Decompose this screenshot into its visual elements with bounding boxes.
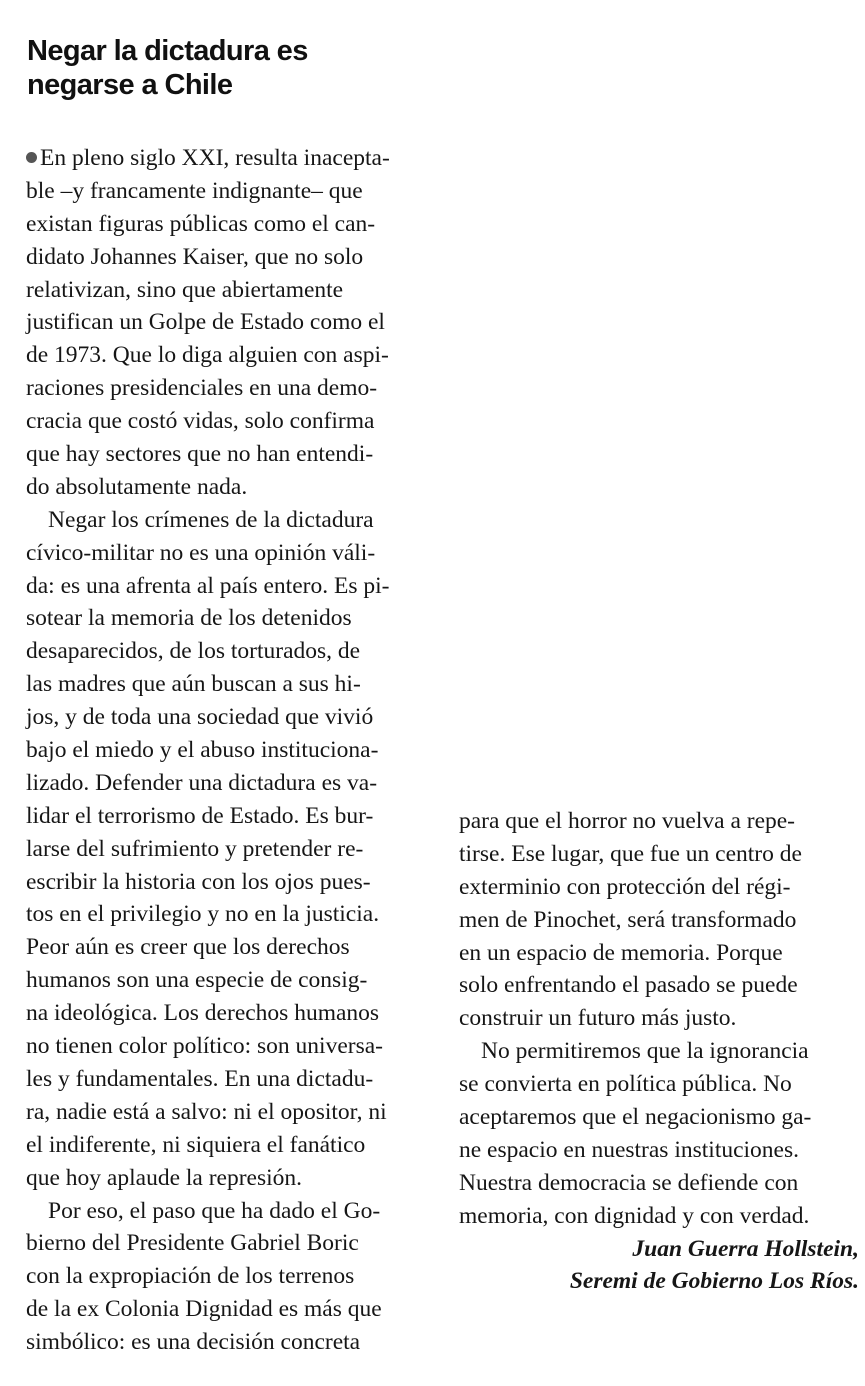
left-line-text: Negar los crímenes de la dictadura bbox=[48, 506, 374, 533]
line-fit-wrapper bbox=[26, 668, 361, 701]
right-line-text: Nuestra democracia se defiende con bbox=[459, 1169, 799, 1196]
line-fit-wrapper bbox=[26, 175, 363, 208]
left-line-text: En pleno siglo XXI, resulta inacepta- bbox=[40, 145, 390, 171]
left-line-text: didato Johannes Kaiser, que no solo bbox=[26, 243, 364, 270]
line-fit-wrapper bbox=[26, 1030, 383, 1063]
left-line bbox=[26, 274, 424, 307]
right-line-text: exterminio con protección del régi- bbox=[459, 873, 791, 900]
left-line bbox=[26, 800, 424, 833]
left-line-text: bierno del Presidente Gabriel Boric bbox=[26, 1230, 359, 1257]
line-fit-wrapper bbox=[459, 1167, 798, 1200]
left-line bbox=[26, 668, 424, 701]
right-line bbox=[459, 805, 859, 838]
left-line bbox=[26, 964, 424, 997]
left-line-text: na ideológica. Los derechos humanos bbox=[26, 1000, 380, 1027]
line-fit-wrapper bbox=[26, 997, 379, 1030]
left-line-text: da: es una afrenta al país entero. Es pi- bbox=[26, 572, 390, 599]
line-fit-wrapper bbox=[26, 438, 373, 471]
line-fit-wrapper bbox=[26, 208, 375, 241]
line-fit-wrapper bbox=[26, 800, 373, 833]
right-line-text: ne espacio en nuestras instituciones. bbox=[459, 1136, 800, 1163]
headline-line-2: negarse a Chile bbox=[27, 69, 233, 101]
left-line-text: larse del sufrimiento y pretender re- bbox=[26, 835, 364, 862]
line-fit-wrapper bbox=[26, 635, 360, 668]
right-line-text: en un espacio de memoria. Porque bbox=[459, 939, 783, 966]
line-fit-wrapper bbox=[459, 969, 798, 1002]
right-column-body bbox=[459, 805, 859, 1233]
article-column-left bbox=[26, 142, 424, 1359]
line-fit-wrapper bbox=[459, 937, 783, 970]
line-fit-wrapper bbox=[459, 1068, 792, 1101]
left-line-text: de 1973. Que lo diga alguien con aspi- bbox=[26, 342, 389, 369]
left-line-text: existan figuras públicas como el can- bbox=[26, 210, 376, 237]
left-line-text: sotear la memoria de los detenidos bbox=[26, 605, 352, 632]
line-fit-wrapper bbox=[459, 1002, 736, 1035]
left-line-text: relativizan, sino que abiertamente bbox=[26, 276, 344, 303]
left-line-text: raciones presidenciales en una demo- bbox=[26, 375, 378, 402]
right-line bbox=[459, 1002, 859, 1035]
left-line-text: cracia que costó vidas, solo confirma bbox=[26, 408, 375, 435]
left-line-text: simbólico: es una decisión concreta bbox=[26, 1329, 361, 1356]
right-line-text: aceptaremos que el negacionismo ga- bbox=[459, 1104, 812, 1131]
left-line bbox=[26, 306, 424, 339]
left-line-text: de la ex Colonia Dignidad es más que bbox=[26, 1296, 382, 1323]
line-fit-wrapper bbox=[459, 1200, 809, 1233]
left-line bbox=[26, 701, 424, 734]
left-line-text: humanos son una especie de consig- bbox=[26, 967, 368, 994]
left-line bbox=[26, 931, 424, 964]
left-line bbox=[26, 997, 424, 1030]
left-line-text: que hoy aplaude la represión. bbox=[26, 1164, 303, 1191]
left-line bbox=[26, 142, 424, 175]
line-fit-wrapper bbox=[26, 570, 389, 603]
left-line bbox=[26, 405, 424, 438]
left-line bbox=[26, 602, 424, 635]
article-headline bbox=[27, 34, 447, 102]
left-line-text: les y fundamentales. En una dictadu- bbox=[26, 1065, 374, 1092]
left-line bbox=[26, 1326, 424, 1359]
line-fit-wrapper bbox=[459, 805, 795, 838]
headline-line-1: Negar la dictadura es bbox=[27, 35, 308, 67]
line-fit-wrapper bbox=[26, 931, 350, 964]
right-line-text: solo enfrentando el pasado se puede bbox=[459, 972, 798, 999]
line-fit-wrapper bbox=[26, 372, 377, 405]
right-line-text: tirse. Ese lugar, que fue un centro de bbox=[459, 840, 802, 867]
left-line-text: lidar el terrorismo de Estado. Es bur- bbox=[26, 802, 374, 829]
left-line bbox=[26, 866, 424, 899]
left-line bbox=[26, 537, 424, 570]
left-line bbox=[26, 734, 424, 767]
right-line-text: se convierta en política pública. No bbox=[459, 1071, 792, 1098]
line-fit-wrapper bbox=[459, 904, 796, 937]
line-fit-wrapper bbox=[459, 871, 790, 904]
signature-name: Juan Guerra Hollstein, bbox=[632, 1235, 859, 1262]
left-line bbox=[26, 1096, 424, 1129]
left-line-text: no tienen color político: son universa- bbox=[26, 1033, 383, 1060]
left-line-text: Por eso, el paso que ha dado el Go- bbox=[48, 1197, 381, 1224]
right-line-text: para que el horror no vuelva a repe- bbox=[459, 808, 796, 834]
right-line-text: No permitiremos que la ignorancia bbox=[481, 1038, 809, 1065]
line-fit-wrapper bbox=[26, 1227, 359, 1260]
bullet-icon bbox=[26, 152, 37, 163]
left-line bbox=[26, 1195, 424, 1228]
left-line-text: bajo el miedo y el abuso instituciona- bbox=[26, 737, 379, 764]
left-line bbox=[26, 372, 424, 405]
left-line bbox=[26, 570, 424, 603]
right-line bbox=[459, 838, 859, 871]
right-line bbox=[459, 1167, 859, 1200]
line-fit-wrapper bbox=[26, 1326, 360, 1359]
line-fit-wrapper bbox=[26, 1096, 387, 1129]
left-line bbox=[26, 767, 424, 800]
right-line-text: memoria, con dignidad y con verdad. bbox=[459, 1202, 810, 1229]
left-line-text: cívico-militar no es una opinión váli- bbox=[26, 539, 376, 566]
left-line bbox=[26, 1260, 424, 1293]
left-line bbox=[26, 635, 424, 668]
right-line bbox=[459, 937, 859, 970]
left-line bbox=[26, 241, 424, 274]
line-fit-wrapper bbox=[48, 1195, 380, 1228]
line-fit-wrapper bbox=[26, 1063, 373, 1096]
line-fit-wrapper bbox=[26, 142, 390, 175]
left-line-text: con la expropiación de los terrenos bbox=[26, 1263, 355, 1290]
left-line-text: el indiferente, ni siquiera el fanático bbox=[26, 1131, 366, 1158]
right-line bbox=[459, 1101, 859, 1134]
line-fit-wrapper bbox=[26, 898, 379, 931]
left-line-text: jos, y de toda una sociedad que vivió bbox=[26, 704, 374, 731]
line-fit-wrapper bbox=[481, 1035, 809, 1068]
left-line bbox=[26, 339, 424, 372]
left-line-text: escribir la historia con los ojos pues- bbox=[26, 868, 371, 895]
right-line bbox=[459, 1035, 859, 1068]
left-line bbox=[26, 1063, 424, 1096]
line-fit-wrapper bbox=[26, 701, 373, 734]
line-fit-wrapper bbox=[26, 833, 363, 866]
line-fit-wrapper bbox=[26, 1260, 354, 1293]
right-line bbox=[459, 969, 859, 1002]
line-fit-wrapper bbox=[26, 339, 389, 372]
right-line bbox=[459, 1134, 859, 1167]
left-line-text: ble –y francamente indignante– que bbox=[26, 177, 363, 204]
line-fit-wrapper bbox=[26, 1293, 382, 1326]
left-line bbox=[26, 1162, 424, 1195]
left-line-text: tos en el privilegio y no en la justicia. bbox=[26, 901, 380, 928]
article-column-right bbox=[459, 805, 859, 1298]
left-line-text: las madres que aún buscan a sus hi- bbox=[26, 671, 361, 698]
left-line bbox=[26, 504, 424, 537]
left-line bbox=[26, 1129, 424, 1162]
right-line bbox=[459, 871, 859, 904]
line-fit-wrapper bbox=[48, 504, 374, 537]
line-fit-wrapper bbox=[26, 537, 375, 570]
line-fit-wrapper bbox=[459, 838, 802, 871]
right-line-text: men de Pinochet, será transformado bbox=[459, 906, 797, 933]
left-line bbox=[26, 833, 424, 866]
left-line-text: desaparecidos, de los torturados, de bbox=[26, 638, 361, 665]
signature-role: Seremi de Gobierno Los Ríos. bbox=[569, 1268, 859, 1295]
left-line-text: lizado. Defender una dictadura es va- bbox=[26, 769, 378, 796]
line-fit-wrapper bbox=[26, 964, 367, 997]
right-line bbox=[459, 1200, 859, 1233]
right-line bbox=[459, 904, 859, 937]
left-line bbox=[26, 208, 424, 241]
left-line-text: ra, nadie está a salvo: ni el opositor, ni bbox=[26, 1098, 387, 1125]
line-fit-wrapper bbox=[459, 1101, 811, 1134]
left-line-text: do absolutamente nada. bbox=[26, 473, 248, 500]
line-fit-wrapper bbox=[26, 602, 352, 635]
left-line bbox=[26, 1030, 424, 1063]
line-fit-wrapper bbox=[26, 306, 385, 339]
line-fit-wrapper bbox=[26, 866, 371, 899]
left-line bbox=[26, 438, 424, 471]
line-fit-wrapper bbox=[26, 734, 378, 767]
line-fit-wrapper bbox=[26, 1162, 302, 1195]
left-line bbox=[26, 1293, 424, 1326]
right-line-text: construir un futuro más justo. bbox=[459, 1005, 737, 1032]
line-fit-wrapper bbox=[26, 471, 247, 504]
line-fit-wrapper bbox=[26, 767, 377, 800]
left-line-text: Peor aún es creer que los derechos bbox=[26, 934, 350, 961]
line-fit-wrapper bbox=[459, 1134, 799, 1167]
line-fit-wrapper bbox=[26, 1129, 365, 1162]
line-fit-wrapper bbox=[26, 274, 343, 307]
left-line bbox=[26, 1227, 424, 1260]
left-line bbox=[26, 898, 424, 931]
left-line-text: que hay sectores que no han entendi- bbox=[26, 441, 374, 468]
line-fit-wrapper bbox=[26, 241, 363, 274]
line-fit-wrapper bbox=[26, 405, 374, 438]
left-line bbox=[26, 175, 424, 208]
left-line-text: justifican un Golpe de Estado como el bbox=[26, 309, 385, 336]
right-line bbox=[459, 1068, 859, 1101]
left-line bbox=[26, 471, 424, 504]
